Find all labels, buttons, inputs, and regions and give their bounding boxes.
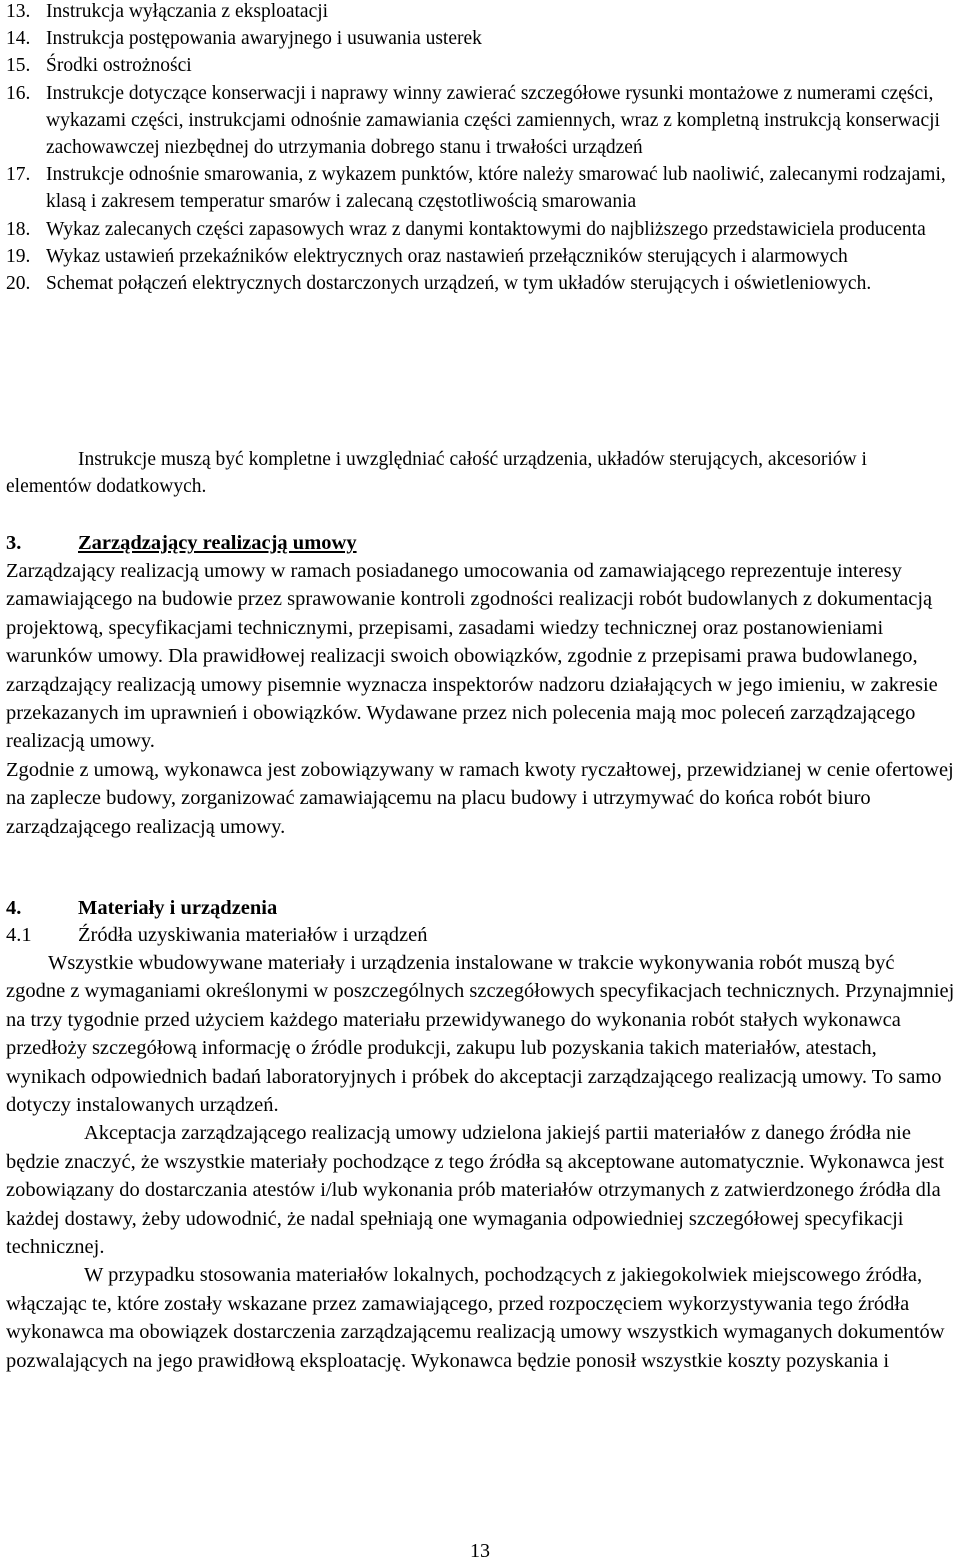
- list-item-number: 17.: [6, 164, 31, 186]
- paragraph: Akceptacja zarządzającego realizacją umowy udzielona jakiejś partii materiałów z danego źródła nie będzie znaczyć, że wszystkie materiały pochodzące z tego źródła są akceptowane automatycznie. Wykonawca jest zobowiązany do dostarczania atestów i/lub wykonania prób materiałów otrzymanych z zatwierdzonego źródła dla każdej dostawy, żeby udowodnić, że nadal spełniają one wymagania odpowiedniej szczegółowej specyfikacji technicznej.: [6, 1122, 945, 1259]
- page-number: 13: [470, 1540, 490, 1562]
- list-item-text: Wykaz ustawień przekaźników elektrycznych oraz nastawień przełączników sterujących i alarmowych: [46, 245, 848, 267]
- list-item-text: Środki ostrożności: [46, 55, 192, 77]
- list-item: [6, 216, 956, 243]
- instruction-list: [6, 0, 956, 297]
- list-item-number: 19.: [6, 245, 31, 267]
- section-number: 3.: [6, 532, 22, 554]
- paragraph: W przypadku stosowania materiałów lokalnych, pochodzących z jakiegokolwiek miejscowego źródła, włączając te, które zostały wskazane przez zamawiającego, przed rozpoczęciem wykorzystywania tego źródła wykonawca ma obowiązek dostarczenia zarządzającemu realizacją umowy wszystkich wymaganych dokumentów pozwalających na jego prawidłową eksploatację. Wykonawca będzie ponosił wszystkie koszty pozyskania i: [6, 1264, 945, 1372]
- list-item-number: 13.: [6, 1, 31, 22]
- section-4-heading: [6, 895, 277, 922]
- list-item-number: 20.: [6, 273, 31, 295]
- list-item: [6, 161, 956, 215]
- list-item-number: 18.: [6, 218, 31, 240]
- section-3-body: [6, 557, 956, 841]
- section-title: Materiały i urządzenia: [78, 897, 278, 919]
- subsection-4-1-heading: [6, 922, 428, 949]
- list-item-text: Instrukcje dotyczące konserwacji i naprawy winny zawierać szczegółowe rysunki montażowe z numerami części, wykazami części, instrukcjami odnośnie zamawiania części zamiennych, wraz z kompletną instrukcją konserwacji zachowawczej niezbędnej do utrzymania dobrego stanu i trwałości urządzeń: [46, 82, 940, 159]
- list-item: [6, 0, 956, 25]
- subsection-number: 4.1: [6, 924, 32, 946]
- paragraph: Zarządzający realizacją umowy w ramach posiadanego umocowania od zamawiającego reprezentuje interesy zamawiającego na budowie przez sprawowanie kontroli zgodności realizacji robót budowlanych z dokumentacją projektową, specyfikacjami technicznymi, przepisami, zasadami wiedzy technicznej oraz postanowieniami warunków umowy. Dla prawidłowej realizacji swoich obowiązków, zgodnie z przepisami prawa budowlanego, zarządzający realizacją umowy pisemnie wyznacza inspektorów nadzoru działających w jego imieniu, w zakresie przekazanych im uprawnień i obowiązków. Wydawane przez nich polecenia mają moc poleceń zarządzającego realizacją umowy.: [6, 560, 938, 753]
- list-item-number: 14.: [6, 28, 31, 50]
- list-item: [6, 243, 956, 270]
- section-4-body: [6, 949, 956, 1375]
- list-item-text: Instrukcje odnośnie smarowania, z wykazem punktów, które należy smarować lub naoliwić, zalecanymi rodzajami, klasą i zakresem temperatur smarów i zalecaną częstotliwością smarowania: [46, 164, 946, 213]
- subsection-title: Źródła uzyskiwania materiałów i urządzeń: [78, 924, 428, 946]
- list-item: [6, 270, 956, 297]
- list-item-text: Instrukcja wyłączania z eksploatacji: [46, 1, 329, 22]
- section-number: 4.: [6, 897, 22, 919]
- list-item-text: Schemat połączeń elektrycznych dostarczonych urządzeń, w tym układów sterujących i oświetleniowych.: [46, 273, 872, 295]
- list-item: [6, 52, 956, 79]
- section-3-heading: [6, 530, 357, 557]
- paragraph: Wszystkie wbudowywane materiały i urządzenia instalowane w trakcie wykonywania robót muszą być zgodne z wymaganiami określonymi w poszczególnych szczegółowych specyfikacjach technicznych. Przynajmniej na trzy tygodnie przed użyciem każdego materiału przewidywanego do wykonania robót stałych wykonawca przedłoży szczegółową informację o źródle produkcji, zakupu lub pozyskania takich materiałów, atestach, wynikach odpowiednich badań laboratoryjnych i próbek do akceptacji zarządzającego realizacją umowy. To samo dotyczy instalowanych urządzeń.: [6, 952, 955, 1117]
- list-item: [6, 25, 956, 52]
- list-item-text: Instrukcja postępowania awaryjnego i usuwania usterek: [46, 28, 482, 50]
- list-item-number: 15.: [6, 55, 31, 77]
- list-item-text: Wykaz zalecanych części zapasowych wraz z danymi kontaktowymi do najbliższego przedstawiciela producenta: [46, 218, 926, 240]
- section-title: Zarządzający realizacją umowy: [78, 532, 357, 554]
- paragraph: Zgodnie z umową, wykonawca jest zobowiązywany w ramach kwoty ryczałtowej, przewidzianej w cenie ofertowej na zaplecze budowy, zorganizować zamawiającemu na placu budowy i utrzymywać do końca robót biuro zarządzającego realizacją umowy.: [6, 758, 954, 838]
- list-item: [6, 80, 956, 162]
- closing-paragraph: Instrukcje muszą być kompletne i uwzględniać całość urządzenia, układów sterujących, akcesoriów i elementów dodatkowych.: [6, 449, 867, 498]
- list-item-number: 16.: [6, 82, 31, 104]
